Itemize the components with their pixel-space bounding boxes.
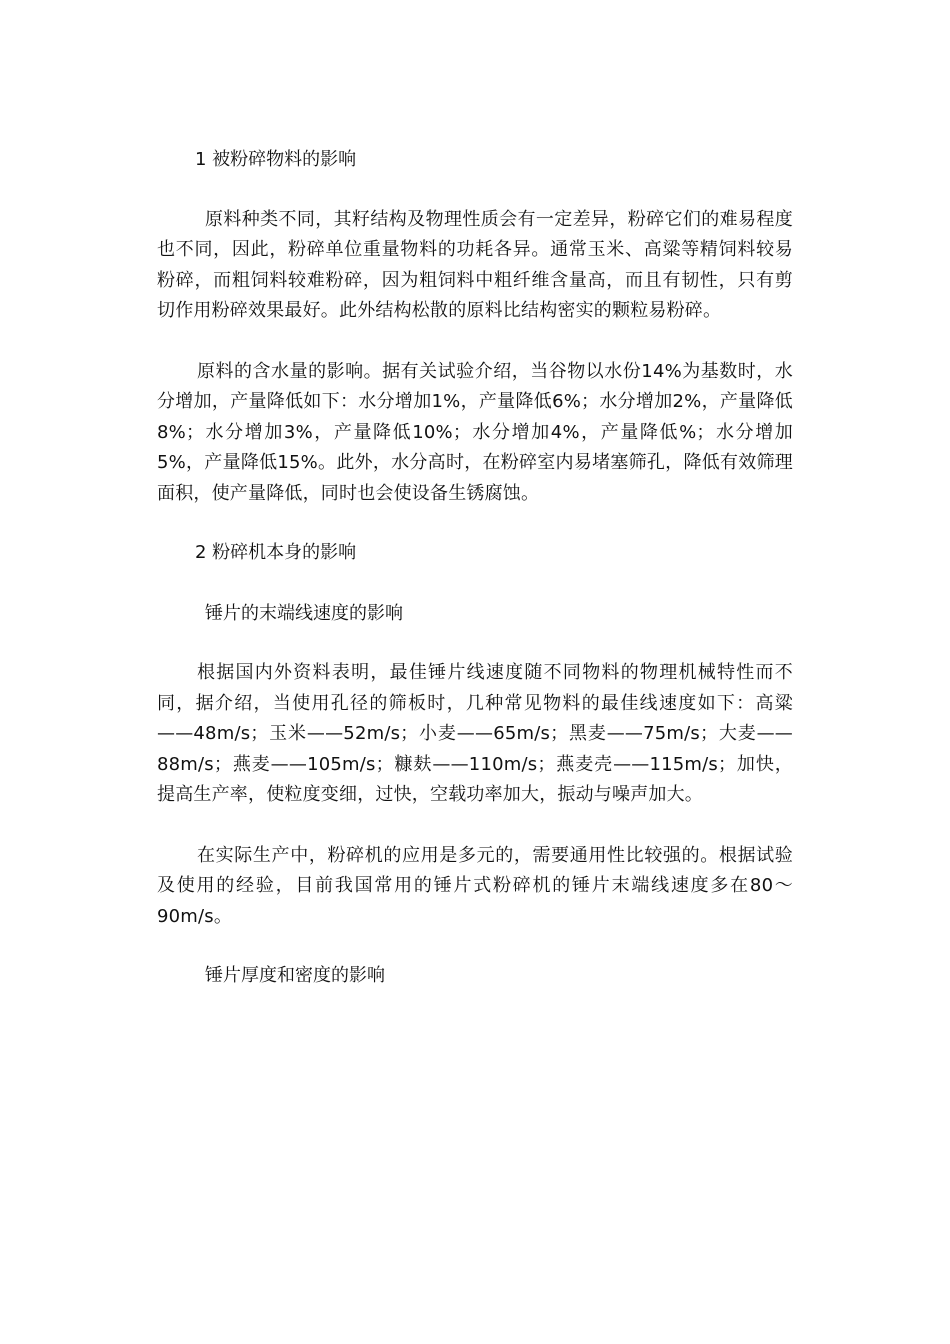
subheading-hammer-tip-speed: 锤片的末端线速度的影响 [205,602,403,624]
subheading-hammer-thickness: 锤片厚度和密度的影响 [205,965,385,986]
section-heading-2: 2 粉碎机本身的影响 [195,542,357,563]
section-heading-1: 1 被粉碎物料的影响 [195,149,357,170]
paragraph-practical-speed: 在实际生产中，粉碎机的应用是多元的，需要通用性比较强的。根据试验及使用的经验，目前我国常用的锤片式粉碎机的锤片末端线速度多在80～90m/s。 [157,844,793,927]
paragraph-material-types: 原料种类不同，其籽结构及物理性质会有一定差异，粉碎它们的难易程度也不同，因此，粉碎单位重量物料的功耗各异。通常玉米、高粱等精饲料较易粉碎，而粗饲料较难粉碎，因为粗饲料中粗纤维含量高，而且有韧性，只有剪切作用粉碎效果最好。此外结构松散的原料比结构密实的颗粒易粉碎。 [157,208,793,321]
paragraph-optimal-speed: 根据国内外资料表明，最佳锤片线速度随不同物料的物理机械特性而不同，据介绍，当使用孔径的筛板时，几种常见物料的最佳线速度如下：高粱——48m/s；玉米——52m/s；小麦——65m/s；黑麦——75m/s；大麦——88m/s；燕麦——105m/s；糠麸——110m/s；燕麦壳——115m/s；加快，提高生产率，使粒度变细，过快，空载功率加大，振动与噪声加大。 [157,662,793,805]
document-body [157,145,793,992]
paragraph-moisture-content: 原料的含水量的影响。据有关试验介绍，当谷物以水份14%为基数时，水分增加，产量降低如下：水分增加1%，产量降低6%；水分增加2%，产量降低8%；水分增加3%，产量降低10%；水分增加4%，产量降低%；水分增加5%，产量降低15%。此外，水分高时，在粉碎室内易堵塞筛孔，降低有效筛理面积，使产量降低，同时也会使设备生锈腐蚀。 [157,360,793,504]
